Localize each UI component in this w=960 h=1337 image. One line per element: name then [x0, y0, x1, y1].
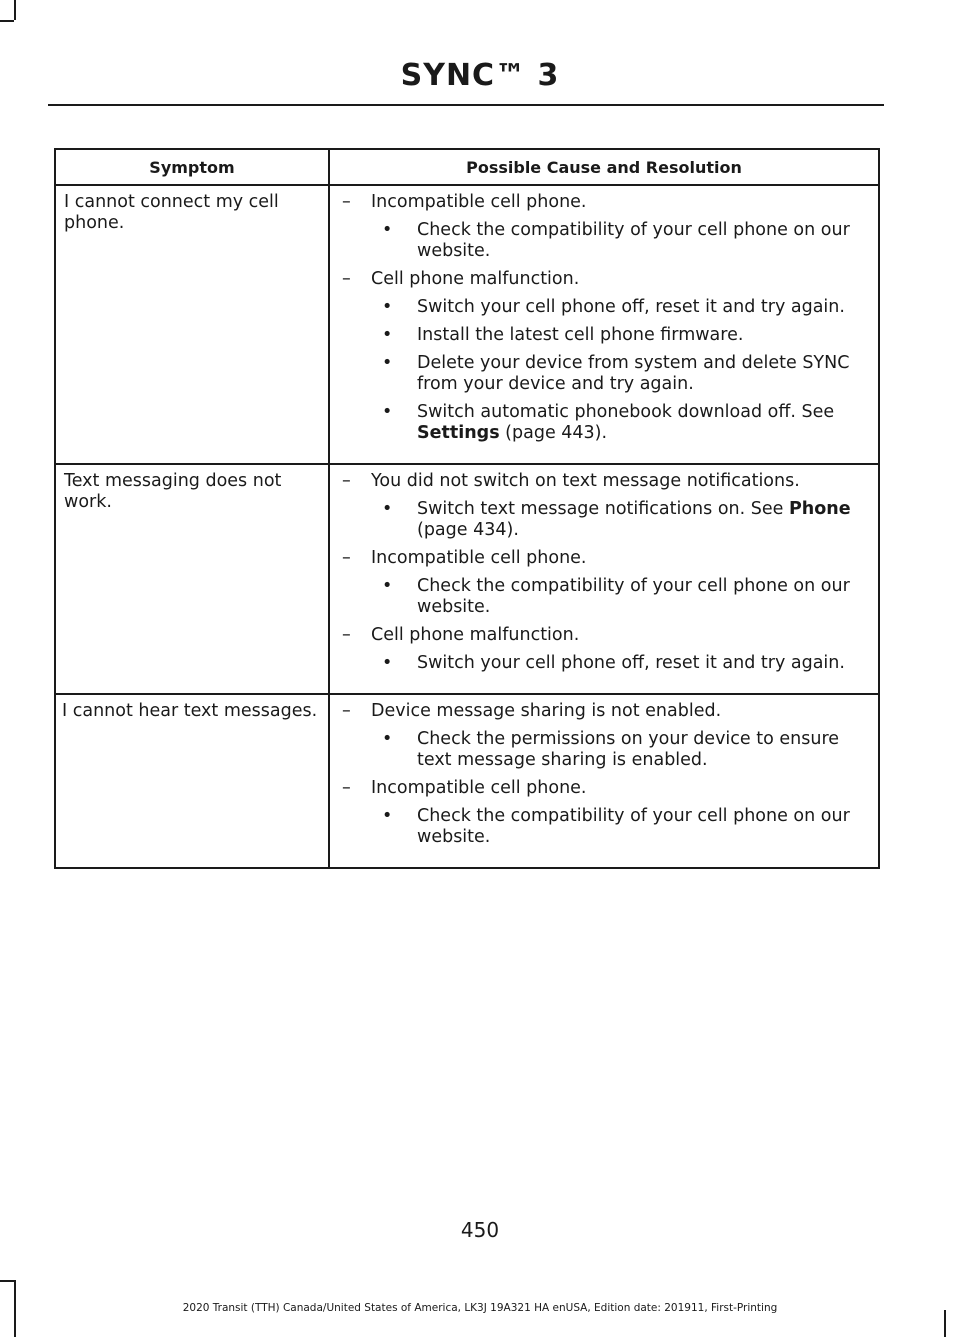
page-reference: (page 443). — [499, 423, 608, 443]
symptom-cell: I cannot hear text messages. — [55, 694, 329, 868]
resolution-bullet — [342, 729, 870, 771]
crop-mark — [0, 1280, 14, 1282]
footer-edition-text: 2020 Transit (TTH) Canada/United States of America, LK3J 19A321 HA enUSA, Edition date: 201911, First-Printing — [182, 1302, 778, 1314]
cause-text: Cell phone malfunction. — [371, 269, 580, 289]
resolution-bullet — [342, 220, 870, 262]
table-row — [55, 694, 879, 868]
bullet-text: Check the compatibility of your cell phone on our website. — [417, 806, 850, 847]
resolution-bullet — [342, 653, 870, 674]
bullet-text — [417, 402, 870, 444]
cause-text: Incompatible cell phone. — [371, 778, 587, 798]
bullet-text-part: Switch text message notifications on. See — [417, 499, 789, 519]
cause-item — [342, 778, 870, 799]
cause-item — [342, 701, 870, 722]
cause-item — [342, 192, 870, 213]
resolution-bullet — [342, 806, 870, 848]
resolution-bullet — [342, 325, 870, 346]
resolution-cell — [329, 185, 879, 464]
dash-symbol: – — [342, 778, 351, 798]
crop-mark — [0, 20, 14, 22]
table-header-row — [55, 149, 879, 185]
resolution-bullet — [342, 297, 870, 318]
bullet-symbol: • — [382, 499, 393, 519]
table-row — [55, 464, 879, 694]
cause-item — [342, 471, 870, 492]
dash-symbol: – — [342, 269, 351, 289]
cause-text: Incompatible cell phone. — [371, 548, 587, 568]
cause-item — [342, 548, 870, 569]
settings-reference-link[interactable]: Settings — [417, 423, 500, 443]
bullet-text-part: Switch automatic phonebook download off. See — [417, 402, 835, 422]
cause-text: Incompatible cell phone. — [371, 192, 587, 212]
column-header-resolution: Possible Cause and Resolution — [329, 149, 879, 185]
cause-text: Device message sharing is not enabled. — [371, 701, 722, 721]
dash-symbol: – — [342, 471, 351, 491]
resolution-bullet — [342, 402, 870, 444]
resolution-cell — [329, 464, 879, 694]
dash-symbol: – — [342, 192, 351, 212]
cause-item — [342, 625, 870, 646]
bullet-symbol: • — [382, 220, 393, 240]
bullet-symbol: • — [382, 325, 393, 345]
cause-text: Cell phone malfunction. — [371, 625, 580, 645]
bullet-symbol: • — [382, 806, 393, 826]
bullet-text: Install the latest cell phone firmware. — [417, 325, 744, 345]
dash-symbol: – — [342, 625, 351, 645]
resolution-bullet — [342, 576, 870, 618]
phone-reference-link[interactable]: Phone — [788, 499, 851, 519]
dash-symbol: – — [342, 701, 351, 721]
page-reference: (page 434). — [417, 520, 519, 540]
symptom-cell: I cannot connect my cell phone. — [55, 185, 329, 464]
table-row — [55, 185, 879, 464]
bullet-text: Check the compatibility of your cell phone on our website. — [417, 576, 850, 617]
bullet-symbol: • — [382, 297, 393, 317]
bullet-symbol: • — [382, 576, 393, 596]
bullet-text: Switch your cell phone off, reset it and try again. — [417, 297, 845, 317]
page-number: 450 — [460, 1218, 500, 1242]
bullet-text — [417, 499, 870, 541]
page-title: SYNC™ 3 — [400, 58, 560, 93]
bullet-text: Switch your cell phone off, reset it and try again. — [417, 653, 845, 673]
crop-mark — [14, 0, 16, 20]
header-divider — [48, 104, 884, 106]
resolution-cell — [329, 694, 879, 868]
resolution-bullet — [342, 499, 870, 541]
column-header-symptom: Symptom — [55, 149, 329, 185]
bullet-symbol: • — [382, 353, 393, 373]
troubleshooting-table — [54, 148, 880, 869]
dash-symbol: – — [342, 548, 351, 568]
bullet-text: Delete your device from system and delete SYNC from your device and try again. — [417, 353, 850, 394]
bullet-text: Check the permissions on your device to ensure text message sharing is enabled. — [417, 729, 840, 770]
bullet-symbol: • — [382, 729, 393, 749]
bullet-symbol: • — [382, 402, 393, 422]
bullet-text: Check the compatibility of your cell phone on our website. — [417, 220, 850, 261]
cause-item — [342, 269, 870, 290]
cause-text: You did not switch on text message notifications. — [371, 471, 800, 491]
bullet-symbol: • — [382, 653, 393, 673]
crop-mark — [944, 1310, 946, 1337]
resolution-bullet — [342, 353, 870, 395]
symptom-cell: Text messaging does not work. — [55, 464, 329, 694]
